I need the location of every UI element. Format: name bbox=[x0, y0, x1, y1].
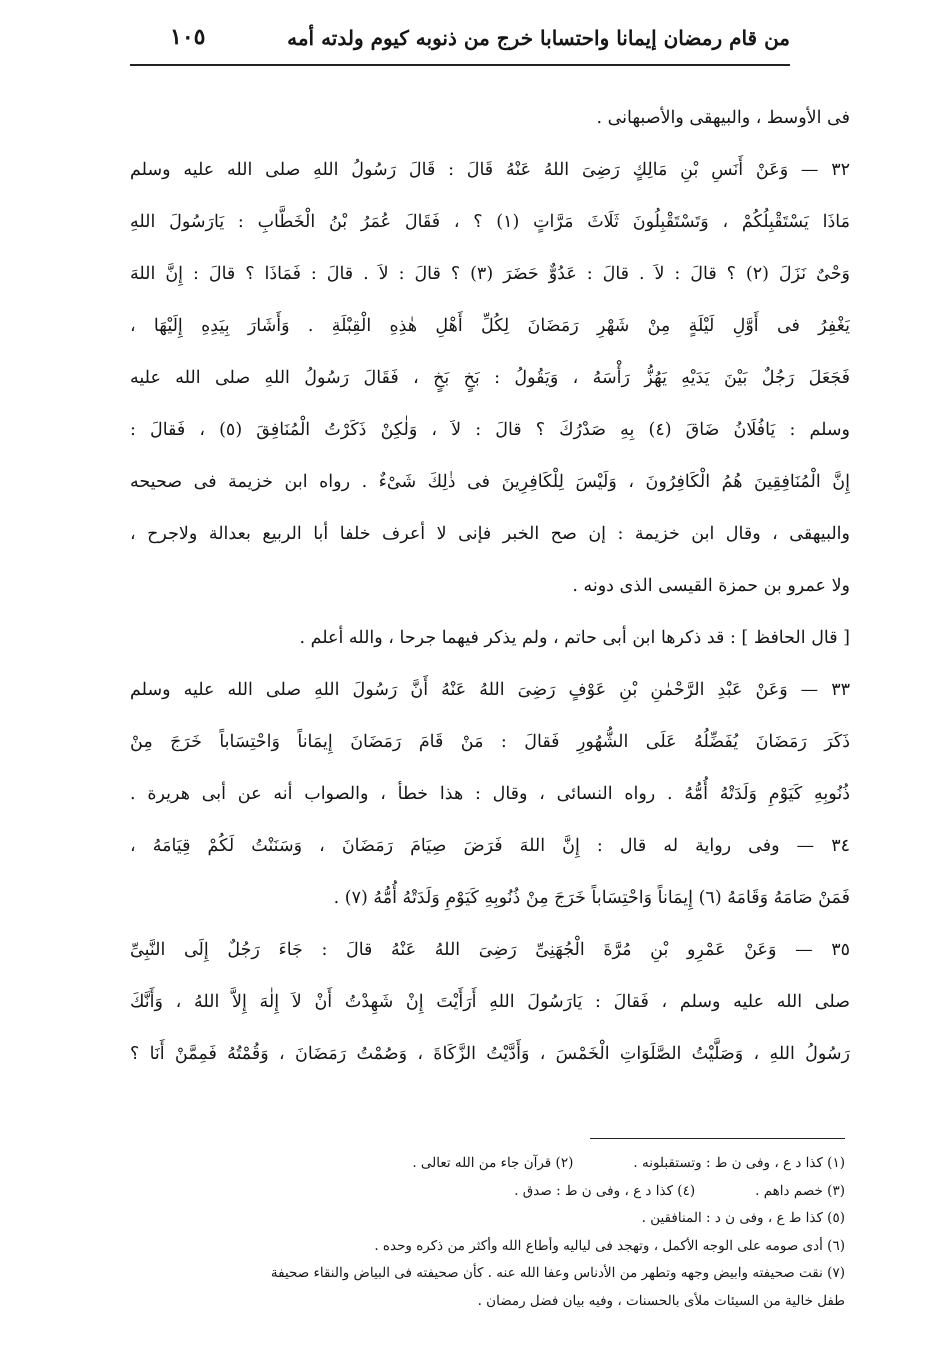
hadith-33-line: ٣٣ — وَعَنْ عَبْدِ الرَّحْمٰنِ بْنِ عَوْفٍ رَضِىَ اللهُ عَنْهُ أَنَّ رَسُولَ اللهِ صلى الله عليه وسلم bbox=[130, 680, 850, 700]
text-line: والبيهقى ، وقال ابن خزيمة : إن صح الخبر فإنى لا أعرف خلفا أبا الربيع بعدالة ولاجرح ، bbox=[130, 524, 850, 544]
hadith-32-line: ٣٢ — وَعَنْ أَنَسِ بْنِ مَالِكٍ رَضِىَ اللهُ عَنْهُ قَالَ : قَالَ رَسُولُ اللهِ صلى الله عليه وسلم bbox=[130, 160, 850, 180]
text-line: رَسُولُ اللهِ ، وَصَلَّيْتُ الصَّلَوَاتِ الْخَمْسَ ، وَأَدَّيْتُ الزَّكَاةَ ، وَصُمْتُ رَمَضَانَ ، وَقُمْتُهُ فَمِمَّنْ أَنَا ؟ bbox=[130, 1044, 850, 1064]
footnotes bbox=[140, 1150, 845, 1315]
text-line: إِنَّ الْمُنَافِقِينَ هُمُ الْكَافِرُونَ ، وَلَيْسَ لِلْكَافِرِينَ فى ذٰلِكَ شَىْءٌ . رواه ابن خزيمة فى صحيحه bbox=[130, 472, 850, 492]
running-title: من قام رمضان إيمانا واحتسابا خرج من ذنوبه كيوم ولدته أمه bbox=[287, 26, 790, 50]
footnote-5: (٥) كذا ط ع ، وفى ن د : المنافقين . bbox=[641, 1210, 845, 1226]
footnote-2: (٢) قرآن جاء من الله تعالى . bbox=[412, 1155, 574, 1171]
text-line: مَاذَا يَسْتَقْبِلُكُمْ ، وَتَسْتَقْبِلُونَ ثَلَاثَ مَرَّاتٍ (١) ؟ ، فَقَالَ عُمَرُ بْنُ الْخَطَّابِ : يَارَسُولَ اللهِ bbox=[130, 212, 850, 232]
text-line: ذَكَرَ رَمَضَانَ يُفَضِّلُهُ عَلَى الشُّهُورِ فَقالَ : مَنْ قَامَ رَمَضَانَ إِيمَاناً وَاحْتِسَاباً خَرَجَ مِنْ bbox=[130, 732, 850, 752]
text-line: ذُنُوبِهِ كَيَوْمِ وَلَدَتْهُ أُمُّهُ . رواه النسائى ، وقال : هذا خطأ ، والصواب أنه عن أبى هريرة . bbox=[130, 784, 850, 804]
header-rule bbox=[130, 64, 790, 66]
main-text bbox=[130, 92, 850, 1080]
text-line: صلى الله عليه وسلم ، فَقالَ : يَارَسُولَ اللهِ أَرَأَيْتَ إِنْ شَهِدْتُ أَنْ لاَ إِلٰهَ إِلاَّ اللهُ ، وَأَنَّكَ bbox=[130, 992, 850, 1012]
text-line: وَحْىٌ نَزَلَ (٢) ؟ قالَ : لاَ . قالَ : عَدُوٌّ حَضَرَ (٣) ؟ قالَ : لاَ . قالَ : فَمَاذَا ؟ قالَ : إِنَّ اللهَ bbox=[130, 264, 850, 284]
text-line: فى الأوسط ، والبيهقى والأصبهانى . bbox=[596, 108, 850, 128]
hadith-34-line: ٣٤ — وفى رواية له قال : إِنَّ اللهَ فَرَضَ صِيَامَ رَمَضَانَ ، وَسَنَنْتُ لَكُمْ قِيَامَهُ ، bbox=[130, 836, 850, 856]
page-number: ١٠٥ bbox=[170, 24, 206, 50]
text-line: فَجَعَلَ رَجُلٌ بَيْنَ يَدَيْهِ يَهُزُّ رَأْسَهُ ، وَيَقُولُ : بَخٍ بَخٍ ، فَقَالَ رَسُولُ اللهِ صلى الله عليه bbox=[130, 368, 850, 388]
footnote-1: (١) كذا د ع ، وفى ن ط : وتستقبلونه . bbox=[633, 1155, 845, 1171]
hadith-35-line: ٣٥ — وَعَنْ عَمْرِو بْنِ مُرَّةَ الْجُهَنِىِّ رَضِىَ اللهُ عَنْهُ قالَ : جَاءَ رَجُلٌ إِلَى النَّبِىِّ bbox=[130, 940, 850, 960]
text-line: ولا عمرو بن حمزة القيسى الذى دونه . bbox=[572, 576, 850, 596]
footnote-3: (٣) خصم داهم . bbox=[755, 1182, 845, 1199]
footnote-rule bbox=[590, 1138, 845, 1139]
text-line: يَغْفِرُ فى أَوَّلِ لَيْلَةٍ مِنْ شَهْرِ رَمَضَانَ لِكُلِّ أَهْلِ هٰذِهِ الْقِبْلَةِ . وَأَشَارَ بِيَدِهِ إِلَيْهَا ، bbox=[130, 316, 850, 336]
hafiz-note-line: [ قال الحافظ ] : قد ذكرها ابن أبى حاتم ، ولم يذكر فيهما جرحا ، والله أعلم . bbox=[299, 628, 850, 648]
footnote-7: (٧) نقت صحيفته وابيض وجهه وتطهر من الأدناس وعفا الله عنه . كأن صحيفته فى البياض والنقاء صحيفة bbox=[270, 1265, 845, 1281]
page-header bbox=[130, 22, 790, 58]
footnote-4: (٤) كذا د ع ، وفى ن ط : صدق . bbox=[514, 1182, 696, 1199]
footnote-6: (٦) أدى صومه على الوجه الأكمل ، وتهجد فى لياليه وأطاع الله وأكثر من ذكره وحده . bbox=[374, 1237, 845, 1254]
text-line: فَمَنْ صَامَهُ وَقَامَهُ (٦) إِيمَاناً وَاحْتِسَاباً خَرَجَ مِنْ ذُنُوبِهِ كَيَوْمِ وَلَدَتْهُ أُمُّهُ (٧) . bbox=[333, 888, 850, 908]
footnote-row bbox=[140, 1150, 845, 1178]
footnote-7-continued: طفل خالية من السيئات ملأى بالحسنات ، وفيه بيان فضل رمضان . bbox=[477, 1292, 845, 1309]
text-line: وسلم : يَافُلَانُ ضَاقَ (٤) بِهِ صَدْرُكَ ؟ قالَ : لاَ ، وَلٰكِنْ ذَكَرْتُ الْمُنَافِقَ (٥) ، فَقالَ : bbox=[130, 420, 850, 440]
footnote-row bbox=[140, 1178, 845, 1206]
